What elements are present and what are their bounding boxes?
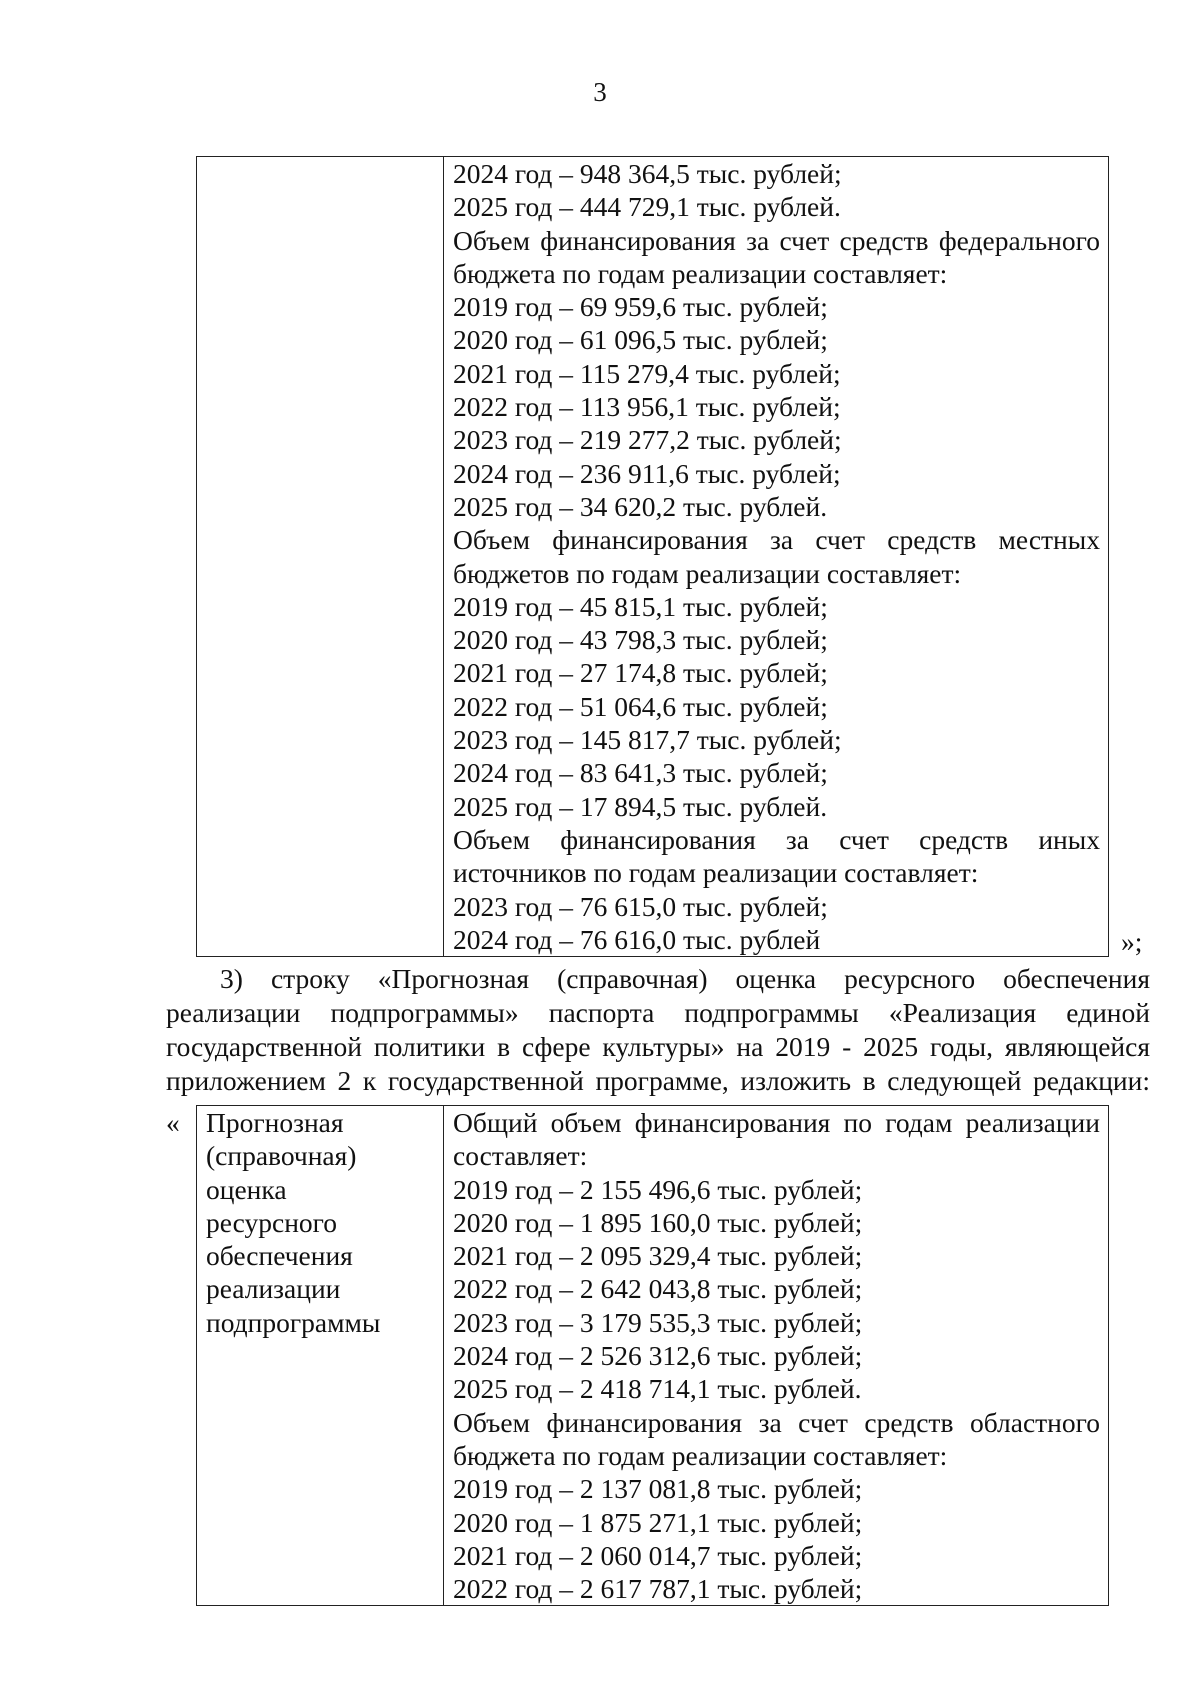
text-line: составляет: bbox=[453, 1140, 588, 1172]
text-line: 2024 год – 2 526 312,6 тыс. рублей; bbox=[453, 1340, 863, 1372]
text-line: подпрограммы bbox=[206, 1306, 381, 1338]
text-line: 2020 год – 1 895 160,0 тыс. рублей; bbox=[453, 1206, 863, 1238]
text-line: Общий объем финансирования по годам реализации bbox=[453, 1107, 1100, 1138]
text-line: оценка bbox=[206, 1173, 287, 1205]
table2-lines bbox=[444, 1106, 1108, 1605]
text-line: 2022 год – 2 617 787,1 тыс. рублей; bbox=[453, 1573, 863, 1605]
text-line: 2019 год – 2 137 081,8 тыс. рублей; bbox=[453, 1473, 863, 1505]
text-line: бюджета по годам реализации составляет: bbox=[453, 257, 948, 289]
text-line: 2021 год – 2 095 329,4 тыс. рублей; bbox=[453, 1240, 863, 1272]
text-line: 2019 год – 2 155 496,6 тыс. рублей; bbox=[453, 1173, 863, 1205]
text-line: 2022 год – 51 064,6 тыс. рублей; bbox=[453, 690, 828, 722]
text-line: 2023 год – 145 817,7 тыс. рублей; bbox=[453, 724, 842, 756]
table-row bbox=[197, 157, 1109, 957]
text-line: ресурсного bbox=[206, 1206, 338, 1238]
text-line: 2020 год – 1 875 271,1 тыс. рублей; bbox=[453, 1506, 863, 1538]
text-line: 2022 год – 2 642 043,8 тыс. рублей; bbox=[453, 1273, 863, 1305]
text-line: 2022 год – 113 956,1 тыс. рублей; bbox=[453, 391, 841, 423]
table2-left-cell bbox=[197, 1106, 444, 1606]
table1-lines bbox=[444, 157, 1108, 956]
text-line: бюджетов по годам реализации составляет: bbox=[453, 557, 962, 589]
table-row bbox=[197, 1106, 1109, 1606]
closing-quote-mark: »; bbox=[1121, 926, 1143, 957]
text-line: 2025 год – 444 729,1 тыс. рублей. bbox=[453, 191, 841, 223]
paragraph-line: государственной политики в сфере культуры» на 2019 - 2025 годы, являющейся bbox=[166, 1031, 1150, 1062]
text-line: Объем финансирования за счет средств местных bbox=[453, 524, 1100, 556]
text-line: обеспечения bbox=[206, 1240, 353, 1272]
text-line: 2025 год – 34 620,2 тыс. рублей. bbox=[453, 490, 828, 522]
opening-quote-mark: « bbox=[166, 1107, 180, 1138]
text-line: 2023 год – 3 179 535,3 тыс. рублей; bbox=[453, 1306, 863, 1338]
text-line: 2025 год – 17 894,5 тыс. рублей. bbox=[453, 790, 828, 822]
table1-left-cell bbox=[197, 157, 444, 957]
text-line: 2024 год – 83 641,3 тыс. рублей; bbox=[453, 757, 828, 789]
text-line: Объем финансирования за счет средств иных bbox=[453, 823, 1100, 855]
text-line: (справочная) bbox=[206, 1140, 357, 1172]
paragraph-line: приложением 2 к государственной программе, изложить в следующей редакции: bbox=[166, 1065, 1150, 1096]
financing-table-new bbox=[196, 1105, 1109, 1606]
text-line: 2019 год – 45 815,1 тыс. рублей; bbox=[453, 590, 828, 622]
table1-right-cell bbox=[444, 157, 1109, 957]
table2-right-cell bbox=[444, 1106, 1109, 1606]
text-line: 2025 год – 2 418 714,1 тыс. рублей. bbox=[453, 1373, 862, 1405]
text-line: 2020 год – 61 096,5 тыс. рублей; bbox=[453, 324, 828, 356]
text-line: 2023 год – 76 615,0 тыс. рублей; bbox=[453, 890, 828, 922]
text-line: 2024 год – 76 616,0 тыс. рублей bbox=[453, 923, 821, 955]
text-line: 2023 год – 219 277,2 тыс. рублей; bbox=[453, 424, 842, 456]
text-line: реализации bbox=[206, 1273, 341, 1305]
page-number: 3 bbox=[593, 77, 607, 107]
text-line: 2021 год – 27 174,8 тыс. рублей; bbox=[453, 657, 828, 689]
text-line: источников по годам реализации составляет: bbox=[453, 857, 979, 889]
text-line: Объем финансирования за счет средств областного bbox=[453, 1406, 1100, 1438]
text-line: Прогнозная bbox=[206, 1107, 344, 1138]
paragraph-line: реализации подпрограммы» паспорта подпрограммы «Реализация единой bbox=[166, 997, 1150, 1028]
text-line: бюджета по годам реализации составляет: bbox=[453, 1439, 948, 1471]
financing-table-continued bbox=[196, 156, 1109, 957]
paragraph-line: 3) строку «Прогнозная (справочная) оценка ресурсного обеспечения bbox=[220, 963, 1150, 994]
text-line: 2024 год – 236 911,6 тыс. рублей; bbox=[453, 457, 841, 489]
text-line: 2020 год – 43 798,3 тыс. рублей; bbox=[453, 624, 828, 656]
text-line: 2024 год – 948 364,5 тыс. рублей; bbox=[453, 158, 842, 189]
text-line: 2021 год – 2 060 014,7 тыс. рублей; bbox=[453, 1539, 863, 1571]
table2-left-lines bbox=[197, 1106, 443, 1339]
text-line: Объем финансирования за счет средств федерального bbox=[453, 224, 1100, 256]
text-line: 2021 год – 115 279,4 тыс. рублей; bbox=[453, 357, 841, 389]
text-line: 2019 год – 69 959,6 тыс. рублей; bbox=[453, 291, 828, 323]
amendment-paragraph bbox=[166, 962, 1150, 1098]
